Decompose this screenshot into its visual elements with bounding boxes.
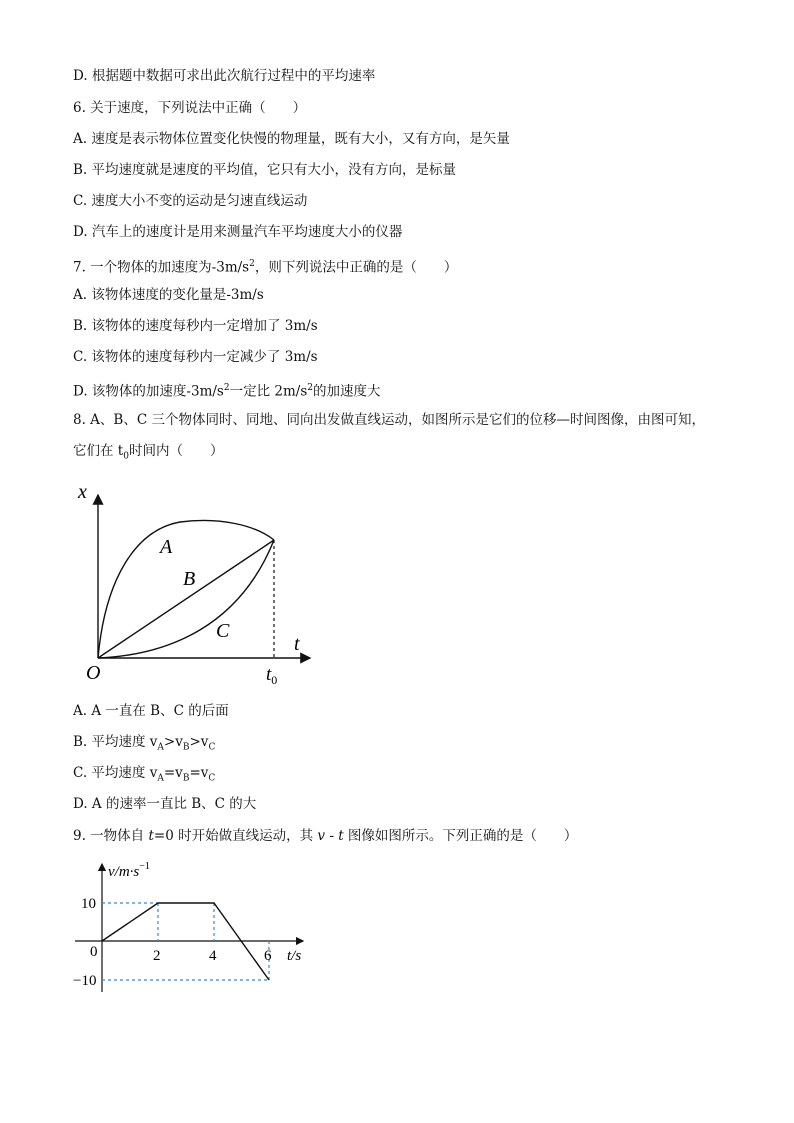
q9-dash: - xyxy=(325,828,339,844)
q8c-text: C. 平均速度 v xyxy=(73,765,158,781)
q8-option-d: D. A 的速率一直比 B、C 的大 xyxy=(73,796,257,812)
q8b-text: B. 平均速度 v xyxy=(73,734,158,750)
q7-option-a: A. 该物体速度的变化量是-3m/s xyxy=(73,287,264,303)
q8b-sub-b: B xyxy=(182,742,190,753)
q8-stem-line1: 8. A、B、C 三个物体同时、同地、同向出发做直线运动，如图所示是它们的位移—时间图像，由图可知， xyxy=(73,412,705,428)
vt-y-label-text: v/m·s xyxy=(108,864,140,880)
q7-stem-sup: 2 xyxy=(249,259,255,269)
q8b-sub-a: A xyxy=(157,742,164,753)
q9-t-var2: t xyxy=(338,828,344,844)
q8c-eq2: =v xyxy=(189,765,209,781)
q6-option-c: C. 速度大小不变的运动是匀速直线运动 xyxy=(73,193,308,209)
xt-origin-label: O xyxy=(86,662,101,684)
q7d-sup1: 2 xyxy=(223,383,230,393)
q8-stem-line2 xyxy=(73,442,223,466)
q6-option-b: B. 平均速度就是速度的平均值，它只有大小，没有方向，是标量 xyxy=(73,162,457,178)
q7d-sup2: 2 xyxy=(307,383,313,393)
xt-x-label: t xyxy=(294,633,300,655)
q8c-sub-b: B xyxy=(182,773,190,784)
vt-graph xyxy=(65,852,325,997)
curve-b xyxy=(98,540,274,658)
q8c-eq1: =v xyxy=(163,765,183,781)
q8-option-c xyxy=(73,764,215,788)
q8b-sub-c: C xyxy=(208,742,216,753)
q7d-text1: D. 该物体的加速度-3m/s xyxy=(73,383,224,400)
q9-text1: 9. 一物体自 xyxy=(73,828,149,844)
xt-t0-label xyxy=(266,664,277,687)
t0-base: t xyxy=(266,664,272,685)
q8c-sub-c: C xyxy=(208,773,216,784)
q7-option-c: C. 该物体的速度每秒内一定减少了 3m/s xyxy=(73,349,318,365)
q9-stem xyxy=(73,827,577,845)
xt-y-label: x xyxy=(78,481,87,503)
q5-option-d: D. 根据题中数据可求出此次航行过程中的平均速率 xyxy=(73,68,376,84)
q8-line2-text: 它们在 t xyxy=(73,443,124,459)
q6-stem: 6. 关于速度，下列说法中正确（ ） xyxy=(73,100,307,116)
q7-stem xyxy=(73,255,457,277)
q6-option-d: D. 汽车上的速度计是用来测量汽车平均速度大小的仪器 xyxy=(73,224,403,240)
xt-graph xyxy=(70,475,330,690)
q9-t-var: t xyxy=(148,828,154,844)
tick-2: 2 xyxy=(153,948,161,964)
tick-0: 0 xyxy=(90,944,98,960)
q9-text2: =0 时开始做直线运动，其 xyxy=(153,828,318,844)
tick-4: 4 xyxy=(209,948,217,964)
vt-y-label xyxy=(108,861,150,880)
label-curve-c: C xyxy=(216,620,230,642)
q8-line2-sub: 0 xyxy=(123,451,129,462)
vt-x-label: t/s xyxy=(287,948,302,964)
q7d-text3: 的加速度大 xyxy=(313,383,381,400)
label-curve-a: A xyxy=(160,536,173,558)
q8-option-a: A. A 一直在 B、C 的后面 xyxy=(73,703,229,719)
q8-line2-tail: 时间内（ ） xyxy=(128,443,224,459)
q8b-gt1: >v xyxy=(163,734,183,750)
q8-option-b xyxy=(73,733,215,757)
q7-stem-tail: ，则下列说法中正确的是（ ） xyxy=(254,259,458,276)
vt-y-label-sup: −1 xyxy=(139,861,150,872)
q9-v-var: v xyxy=(317,828,326,844)
q7-option-d xyxy=(73,379,381,401)
q7-option-b: B. 该物体的速度每秒内一定增加了 3m/s xyxy=(73,318,318,334)
tick-6: 6 xyxy=(264,948,272,964)
tick-neg10: −10 xyxy=(73,973,97,989)
q9-text3: 图像如图所示。下列正确的是（ ） xyxy=(343,828,578,844)
label-curve-b: B xyxy=(183,568,196,590)
tick-10: 10 xyxy=(81,896,96,912)
q7-stem-text: 7. 一个物体的加速度为-3m/s xyxy=(73,259,250,276)
q7d-text2: 一定比 2m/s xyxy=(229,383,308,400)
q6-option-a: A. 速度是表示物体位置变化快慢的物理量，既有大小，又有方向，是矢量 xyxy=(73,131,510,147)
q8b-gt2: >v xyxy=(189,734,209,750)
t0-sub: 0 xyxy=(271,673,278,687)
q8c-sub-a: A xyxy=(157,773,164,784)
